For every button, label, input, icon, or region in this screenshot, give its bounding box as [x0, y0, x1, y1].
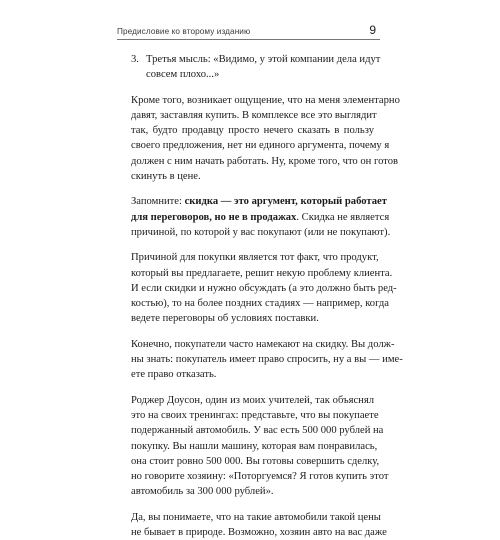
- text-line: покупку. Вы нашли машину, которая вам понравилась,: [131, 440, 378, 452]
- bold-text: для переговоров, но не в продажах: [131, 211, 297, 223]
- paragraph: [131, 337, 403, 383]
- text-line: подержанный автомобиль. У вас есть 500 000 рублей на: [131, 425, 384, 437]
- text-line: ете право отказать.: [131, 369, 217, 381]
- text-line: не бывает в природе. Возможно, хозяин авто на вас даже: [131, 527, 387, 539]
- numbered-list-item: [131, 52, 381, 83]
- text-line: который вы предлагаете, решит некую проблему клиента.: [131, 267, 393, 279]
- text-line: И если скидки и нужно обсуждать (а это должно быть ред-: [131, 282, 397, 294]
- text-line: Причиной для покупки является тот факт, что продукт,: [131, 252, 379, 264]
- text-line: костью), то на более поздних стадиях — например, когда: [131, 298, 390, 310]
- text-line: ны знать: покупатель имеет право спросить, ну а вы — име-: [131, 354, 403, 366]
- text-line: Роджер Доусон, один из моих учителей, так объяснял: [131, 394, 374, 406]
- header-rule: [117, 39, 380, 40]
- text-line: Кроме того, возникает ощущение, что на меня элементарно: [131, 94, 400, 106]
- text-line: Третья мысль: «Видимо, у этой компании дела идут: [146, 54, 381, 65]
- text-line: причиной, по которой у вас покупают (или не покупают).: [131, 226, 391, 238]
- text-line: но говорите хозяину: «Поторгуемся? Я готов купить этот: [131, 471, 389, 483]
- page-number: 9: [369, 23, 376, 37]
- text-line: [131, 194, 387, 209]
- text-line: давят, заставляя купить. В комплексе все это выглядит: [131, 109, 377, 121]
- text-span: . Скидка не является: [296, 211, 390, 223]
- text-line: Конечно, покупатели часто намекают на скидку. Вы долж-: [131, 338, 395, 350]
- paragraph: [131, 250, 397, 326]
- list-item-number: 3.: [131, 54, 139, 65]
- text-span: Запомните:: [131, 196, 185, 208]
- text-line: своего предложения, нет ни единого аргумента, почему я: [131, 140, 390, 152]
- bold-text: скидка — это аргумент, который работает: [184, 196, 387, 208]
- text-line: [131, 210, 390, 225]
- running-title: Предисловие ко второму изданию: [117, 27, 251, 36]
- text-line: скинуть в цене.: [131, 171, 201, 183]
- text-line: так, будто продавцу просто нечего сказать в пользу: [131, 125, 374, 137]
- paragraph: [131, 93, 400, 185]
- paragraph: [131, 393, 389, 500]
- text-line: ведете переговоры об условиях поставки.: [131, 313, 319, 325]
- paragraph: [131, 510, 387, 540]
- text-line: совсем плохо...»: [146, 69, 220, 81]
- body-text: [131, 52, 403, 540]
- text-line: она стоит ровно 500 000. Вы готовы совершить сделку,: [131, 455, 380, 467]
- text-line: автомобиль за 300 000 рублей».: [131, 486, 274, 498]
- text-line: это на своих тренингах: представьте, что вы покупаете: [131, 409, 379, 421]
- text-line: Да, вы понимаете, что на такие автомобили такой цены: [131, 511, 381, 523]
- paragraph: [131, 194, 391, 240]
- text-line: должен с ним начать работать. Ну, кроме того, что он готов: [131, 155, 399, 167]
